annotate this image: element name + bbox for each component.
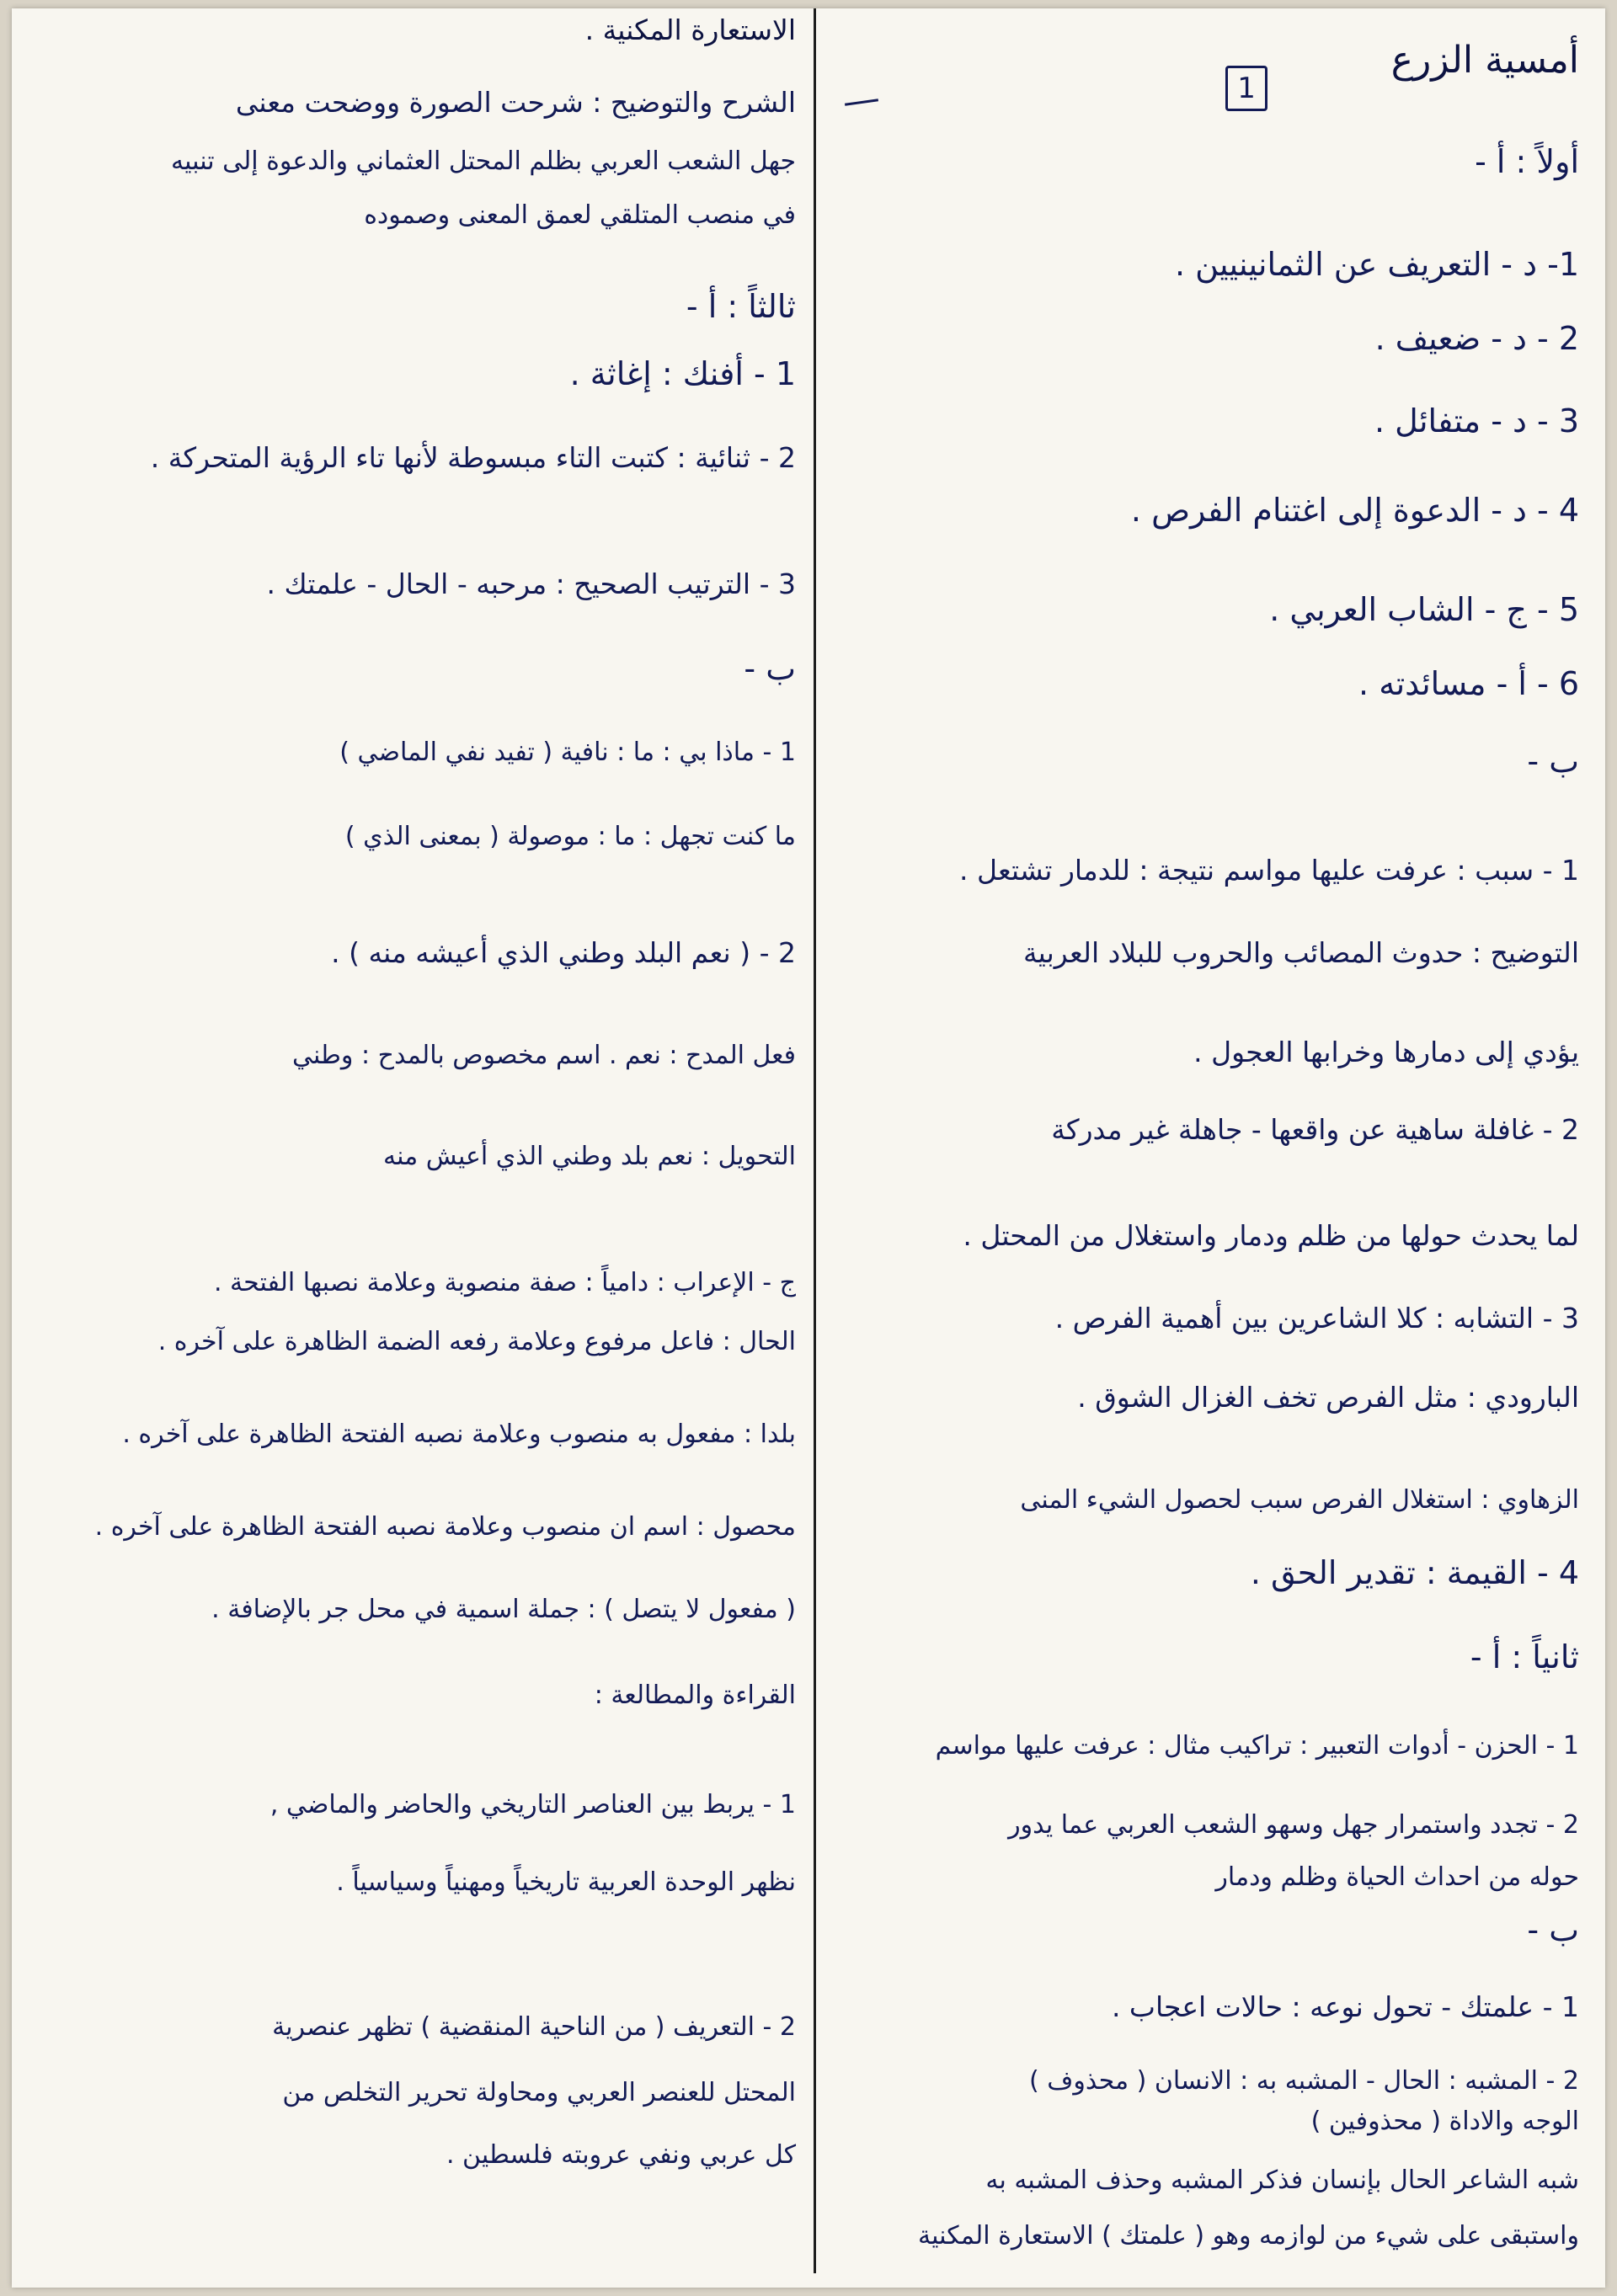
answer-line: الزهاوي : استغلال الفرص سبب لحصول الشيء المنى xyxy=(1020,1485,1579,1515)
answer-line: في منصب المتلقي لعمق المعنى وصموده xyxy=(364,200,796,230)
answer-line: ب - xyxy=(1527,743,1579,780)
answer-line: محصول : اسم ان منصوب وعلامة نصبه الفتحة الظاهرة على آخره . xyxy=(94,1512,796,1542)
answer-line: 2 - ( نعم البلد وطني الذي أعيشه منه ) . xyxy=(331,936,796,969)
pen-mark xyxy=(845,99,878,106)
answer-line: 3 - التشابه : كلا الشاعرين بين أهمية الفرص . xyxy=(1054,1302,1579,1334)
answer-line: 2 - غافلة ساهية عن واقعها - جاهلة غير مدركة xyxy=(1051,1113,1579,1146)
answer-line: واستبقى على شيء من لوازمه وهو ( علمتك ) الاستعارة المكنية xyxy=(918,2221,1579,2251)
section-number-box: 1 xyxy=(1225,66,1267,111)
answer-line: 1 - سبب : عرفت عليها مواسم نتيجة : للدمار تشتعل . xyxy=(958,854,1579,887)
answer-line: التوضيح : حدوث المصائب والحروب للبلاد العربية xyxy=(1022,936,1579,969)
answer-line: الشرح والتوضيح : شرحت الصورة ووضحت معنى xyxy=(235,86,796,119)
answer-line: لما يحدث حولها من ظلم ودمار واستغلال من المحتل . xyxy=(963,1219,1579,1252)
answer-line: الحال : فاعل مرفوع وعلامة رفعه الضمة الظاهرة على آخره . xyxy=(157,1327,796,1356)
answer-line: شبه الشاعر الحال بإنسان فذكر المشبه وحذف المشبه به xyxy=(985,2165,1579,2195)
answer-line: ( مفعول لا يتصل ) : جملة اسمية في محل جر بالإضافة . xyxy=(211,1595,796,1624)
answer-line: الوجه والاداة ( محذوفين ) xyxy=(1310,2107,1579,2136)
answer-line: نظهر الوحدة العربية تاريخياً ومهنياً وسياسياً . xyxy=(336,1867,796,1897)
answer-line: ما كنت تجهل : ما : موصولة ( بمعنى الذي ) xyxy=(344,822,796,851)
answer-line: 1 - علمتك - تحول نوعه : حالات اعجاب . xyxy=(1111,1990,1579,2023)
answer-line: 2 - ثنائية : كتبت التاء مبسوطة لأنها تاء الرؤية المتحركة . xyxy=(150,441,796,474)
answer-line: المحتل للعنصر العربي ومحاولة تحرير التخلص من xyxy=(282,2078,796,2107)
left-column xyxy=(34,0,796,2279)
answer-line: أولاً : أ - xyxy=(1475,143,1579,180)
answer-line: 5 - ج - الشاب العربي . xyxy=(1269,591,1579,628)
answer-line: ثالثاً : أ - xyxy=(686,288,796,325)
answer-line: 2 - د - ضعيف . xyxy=(1374,320,1579,357)
right-column xyxy=(830,0,1579,2279)
answer-line: ثانياً : أ - xyxy=(1470,1638,1579,1675)
answer-line: جهل الشعب العربي بظلم المحتل العثماني والدعوة إلى تنبيه xyxy=(171,146,796,176)
answer-line: ب - xyxy=(744,650,796,687)
answer-line: القراءة والمطالعة : xyxy=(594,1681,796,1710)
answer-line: البارودي : مثل الفرص تخف الغزال الشوق . xyxy=(1077,1381,1579,1414)
answer-line: 6 - أ - مسائدته . xyxy=(1358,665,1579,702)
answer-line: يؤدي إلى دمارها وخرابها العجول . xyxy=(1193,1036,1579,1068)
answer-line: 4 - القيمة : تقدير الحق . xyxy=(1250,1554,1579,1591)
answer-line: فعل المدح : نعم . اسم مخصوص بالمدح : وطني xyxy=(292,1041,796,1070)
answer-line: 3 - الترتيب الصحيح : مرحبه - الحال - علمتك . xyxy=(266,567,796,600)
answer-line: 1- د - التعريف عن الثمانينيين . xyxy=(1174,246,1579,283)
column-divider xyxy=(814,8,816,2273)
answer-line: ب - xyxy=(1527,1911,1579,1948)
answer-line: 1 - ماذا بي : ما : نافية ( تفيد نفي الماضي ) xyxy=(339,738,796,767)
answer-line: بلدا : مفعول به منصوب وعلامة نصبه الفتحة الظاهرة على آخره . xyxy=(122,1420,796,1449)
answer-line: حوله من احداث الحياة وظلم ودمار xyxy=(1215,1862,1579,1892)
answer-line: 2 - تجدد واستمرار جهل وسهو الشعب العربي عما يدور xyxy=(1008,1810,1579,1840)
answer-line: 1 - الحزن - أدوات التعبير : تراكيب مثال : عرفت عليها مواسم xyxy=(935,1731,1579,1761)
answer-line: 1 - أفنك : إغاثة . xyxy=(569,355,796,392)
answer-line: 1 - يربط بين العناصر التاريخي والحاضر والماضي , xyxy=(270,1790,796,1819)
answer-line: التحويل : نعم بلد وطني الذي أعيش منه xyxy=(382,1142,796,1171)
answer-line: كل عربي ونفي عروبته فلسطين . xyxy=(446,2140,796,2170)
answer-line: 4 - د - الدعوة إلى اغتنام الفرص . xyxy=(1130,492,1579,529)
answer-line: 2 - المشبه : الحال - المشبه به : الانسان ( محذوف ) xyxy=(1029,2066,1579,2096)
answer-line: الاستعارة المكنية . xyxy=(584,13,796,46)
page-heading: أمسية الزرع xyxy=(1390,39,1579,82)
answer-line: 3 - د - متفائل . xyxy=(1374,402,1579,439)
answer-line: ج - الإعراب : دامياً : صفة منصوبة وعلامة نصبها الفتحة . xyxy=(213,1268,796,1297)
answer-line: 2 - التعريف ( من الناحية المنقضية ) تظهر عنصرية xyxy=(272,2012,796,2042)
